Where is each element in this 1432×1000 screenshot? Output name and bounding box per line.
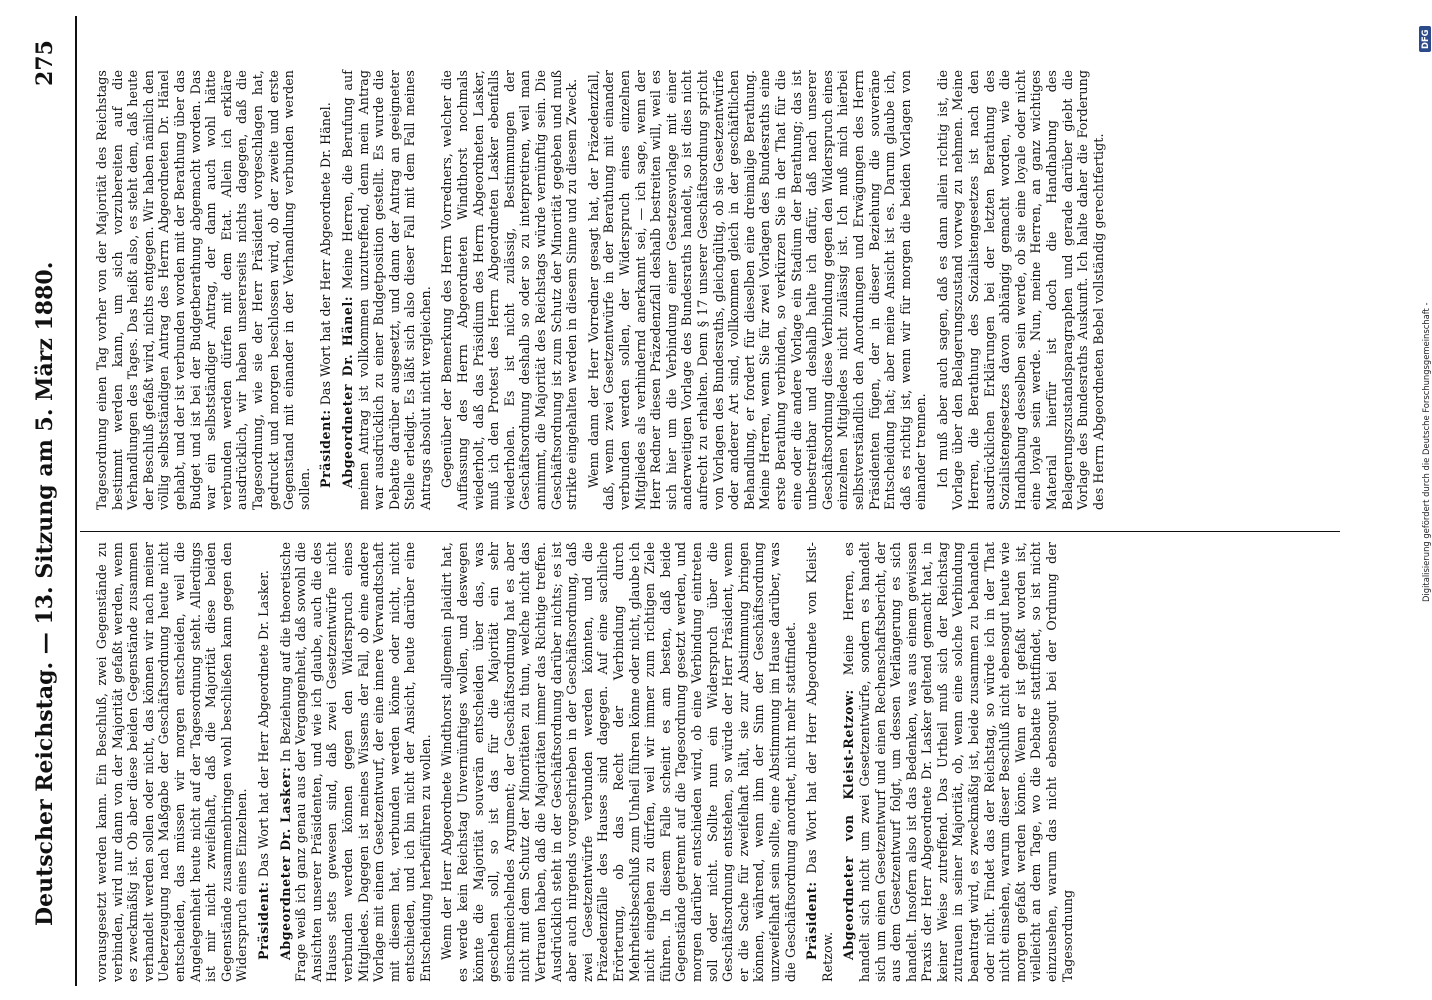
paragraph — [340, 70, 434, 510]
paragraph-text: vorausgesetzt werden kann. Ein Beschluß, zwei Gegenstände zu verbinden, wird nur dann von der Majorität gefaßt werden, wenn es zweckmäßig ist. Ob aber diese beiden Gegenstände zusammen verhandelt werden sollen oder nicht, das können wir nach meiner Ueberzeugung nach Maßgabe der Geschäftsordnung heute nicht entscheiden, das müssen wir morgen entscheiden, weil die Angelegenheit heute nicht auf der Tagesordnung steht. Allerdings ist mir nicht zweifelhaft, daß die Majorität diese beiden Gegenstände zusammenbringen wohl beschließen kann gegen den Widerspruch eines Einzelnen. — [94, 542, 250, 982]
paragraph-text: Das Wort hat der Herr Abgeordnete von Kleist-Retzow. — [804, 541, 835, 982]
paragraph-text: Wenn dann der Herr Vorredner gesagt hat, der Präzedenzfall, daß, wenn zwei Gesetzentwürfe in der Berathung mit einander verbunden werden sollen, der Widerspruch eines einzelnen Mitgliedes als verhindernd anerkannt sei, — ich sage, wenn der Herr Redner diesen Präzedenzfall deshalb bestreiten will, weil es sich hier um die Verbindung einer Gesetzesvorlage mit einer anderweitigen Vorlage des Bundesraths handelt, so ist dies nicht aufrecht zu erhalten. Denn § 17 unserer Geschäftsordnung spricht von Vorlagen des Bundesraths, gleichgültig, ob sie Gesetzentwürfe oder anderer Art sind, vollkommen gleich in der geschäftlichen Behandlung, er fordert für dieselben eine dreimalige Berathung. Meine Herren, wenn Sie für zwei Vorlagen des Bundesraths eine erste Berathung verbinden, so verkürzen Sie in der That für die eine oder die andere Vorlage ein Stadium der Berathung; das ist unbestreitbar und deshalb halte ich dafür, daß nach unserer Geschäftsordnung diese Verbindung gegen den Widerspruch eines einzelnen Mitgliedes nicht zulässig ist. Ich muß mich hierbei selbstverständlich den Anordnungen und Erwägungen des Herrn Präsidenten fügen, der in dieser Beziehung die souveräne Entscheidung hat; aber meine Ansicht ist es. Darum glaube ich, daß es richtig ist, wenn wir für morgen die beiden Vorlagen von einander trennen. — [585, 70, 929, 510]
paragraph — [935, 70, 1107, 510]
paragraph-text: Tagesordnung einen Tag vorher von der Majorität des Reichstags bestimmt werden kann, um sich vorzubereiten auf die Verhandlungen des Tages. Das heißt also, es steht dem, daß heute der Beschluß gefaßt wird, nichts entgegen. Wir haben nämlich den völlig selbstständigen Antrag des Herrn Abgeordneten Dr. Hänel gehabt, und der ist verbunden worden mit der Berathung über das Budget und ist bei der Budgetberathung abgemacht worden. Das war ein selbstständiger Antrag, der dann auch wohl hätte verbunden werden dürfen mit dem Etat. Allein ich erkläre ausdrücklich, wir haben unsererseits nichts dagegen, daß die Tagesordnung, wie sie der Herr Präsident vorgeschlagen hat, gedruckt und morgen beschlossen wird, ob der zweite und erste Gegenstand mit einander in der Verhandlung verbunden werden sollen. — [94, 70, 312, 510]
paragraph-text: Gegenüber der Bemerkung des Herrn Vorredners, welcher die Auffassung des Herrn Abgeordneten Windthorst nochmals wiederholt, daß das Präsidium des Herrn Abgeordneten Lasker, muß ich den Protest des Herrn Abgeordneten Lasker ebenfalls wiederholen. Es ist nicht zulässig, Bestimmungen der Geschäftsordnung deshalb so oder so zu interpretiren, weil man annimmt, die Majorität des Reichstags würde vernünftig sein. Die Geschäftsordnung ist zum Schutz der Minorität gegeben und muß strikte eingehalten werden in diesem Sinne und zu diesem Zweck. — [439, 70, 580, 510]
paragraph — [318, 70, 334, 510]
column-divider — [80, 531, 1340, 532]
running-head: Deutscher Reichstag. — 13. Sitzung am 5. März 1880. — [32, 261, 58, 926]
speaker-label: Abgeordneter von Kleist-Retzow: — [841, 689, 857, 960]
paragraph — [278, 542, 434, 982]
speaker-label: Abgeordneter Dr. Hänel: — [339, 295, 355, 488]
speaker-label: Präsident: — [318, 409, 334, 488]
dfg-logo: DFG — [1419, 26, 1431, 52]
paragraph — [94, 542, 250, 982]
paragraph — [841, 542, 1075, 982]
paragraph-text: Meine Herren, es handelt sich nicht um zwei Gesetzentwürfe, sondern es handelt sich um einen Gesetzentwurf und einen Rechenschaftsbericht, der aus dem Gesetzentwurf folgt, um dessen Verlängerung es sich handelt. Insofern also ist das Bedenken, was aus einem gewissen Praxis der Herr Abgeordnete Dr. Lasker geltend gemacht hat, in keiner Weise zutreffend. Das Urtheil muß sich der Reichstag zutrauen in seiner Majorität, ob, wenn eine solche Verbindung beantragt wird, es zweckmäßig ist, beide zusammen zu behandeln oder nicht. Findet das der Reichstag, so würde ich in der That nicht einsehen, warum dieser Beschluß nicht ebensogut heute wie morgen gefaßt werden könne. Wenn er ist gefaßt worden ist, vielleicht an dem Tage, wo die Debatte stattfindet, so ist nicht einzusehen, warum das nicht ebensogut bei der Ordnung der Tagesordnung — [841, 542, 1075, 982]
header-rule — [75, 16, 77, 986]
paragraph — [586, 70, 929, 510]
funding-note: Digitalisierung gefördert durch die Deutsche Forschungsgemeinschaft - — [1421, 302, 1431, 602]
paragraph — [94, 70, 312, 510]
paragraph — [804, 542, 835, 982]
paragraph — [256, 542, 272, 982]
digitization-sidebar — [1418, 0, 1432, 1000]
speaker-label: Präsident: — [255, 881, 271, 960]
right-column — [94, 70, 1112, 510]
paragraph — [439, 542, 798, 982]
paragraph-text: Ich muß aber auch sagen, daß es dann allein richtig ist, die Vorlage über den Belagerungszustand vorweg zu nehmen. Meine Herren, die Berathung des Sozialistengesetzes ist nach den ausdrücklichen Erklärungen bei der letzten Berathung des Sozialistengesetzes davon abhängig gemacht worden, wie die Handhabung desselben sein werde, ob sie eine loyale oder nicht eine loyale sein werde. Nun, meine Herren, an ganz wichtiges Material hierfür ist doch die Handhabung des Belagerungszustandsparagraphen und gerade darüber giebt die Vorlage des Bundesraths Auskunft. Ich halte daher die Forderung des Herrn Abgeordneten Bebel vollständig gerechtfertigt. — [934, 70, 1106, 510]
paragraph-text: In Beziehung auf die theoretische Frage weiß ich ganz genau aus der Vergangenheit, daß sowohl die Ansichten unserer Präsidenten, und wie ich glaube, auch die des Hauses stets gewesen sind, daß zwei Gesetzentwürfe nicht verbunden werden können gegen den Widerspruch eines Mitgliedes. Dagegen ist meines Wissens der Fall, ob eine andere Vorlage mit einem Gesetzentwurf, der eine innere Verwandtschaft mit diesem hat, verbunden werden könne oder nicht, nicht entschieden, und ich bin nicht der Ansicht, heute darüber eine Entscheidung herbeiführen zu wollen. — [277, 542, 433, 982]
page-number: 275 — [32, 40, 58, 86]
paragraph-text: Meine Herren, die Berufung auf meinen Antrag ist vollkommen unzutreffend, denn mein Antrag war ausdrücklich zu einer Budgetposition gestellt. Es wurde die Debatte darüber ausgesetzt, und dann der Antrag an geeigneter Stelle erledigt. Es läßt sich also dieser Fall mit dem Fall meines Antrags absolut nicht vergleichen. — [339, 70, 433, 510]
left-column — [94, 542, 1081, 982]
speaker-label: Abgeordneter Dr. Lasker: — [277, 766, 293, 960]
paragraph — [439, 70, 579, 510]
paragraph-text: Das Wort hat der Herr Abgeordnete Dr. Lasker. — [255, 570, 271, 878]
page-header — [28, 14, 68, 986]
paragraph-text: Wenn der Herr Abgeordnete Windthorst allgemein plaidirt hat, es werde kein Reichstag Unvernünftiges wollen, und deswegen könnte die Majorität souverän entscheiden über das, was geschehen soll, so ist das für die Majorität ein sehr einschmeichelndes Argument; der Geschäftsordnung hat es aber nicht mit dem Schutz der Minoritäten zu thun, welche nicht das Vertrauen haben, daß die Majoritäten immer das Richtige treffen. Ausdrücklich steht in der Geschäftsordnung darüber nichts; es ist aber auch nirgends vorgeschrieben in der Geschäftsordnung, daß zwei Gesetzentwürfe verbunden werden könnten, und die Präzedenzfälle des Hauses sind dagegen. Auf eine sachliche Erörterung, ob das Recht der Verbindung durch Mehrheitsbeschluß zum Unheil führen könne oder nicht, glaube ich nicht eingehen zu dürfen, weil wir immer zum richtigen Ziele führen. In diesem Falle scheint es am besten, daß beide Gegenstände getrennt auf die Tagesordnung gesetzt werden, und morgen darüber entschieden wird, ob eine Verbindung eintreten soll oder nicht. Sollte nun ein Widerspruch über die Geschäftsordnung entstehen, so würde der Herr Präsident, wenn er die Sache für zweifelhaft hält, sie zur Abstimmung bringen können, während, wenn ihm der Sinn der Geschäftsordnung unzweifelhaft sein sollte, eine Abstimmung im Hause darüber, was die Geschäftsordnung anordnet, nicht mehr stattfindet. — [439, 542, 798, 982]
speaker-label: Präsident: — [804, 881, 820, 960]
paragraph-text: Das Wort hat der Herr Abgeordnete Dr. Hänel. — [318, 102, 334, 406]
